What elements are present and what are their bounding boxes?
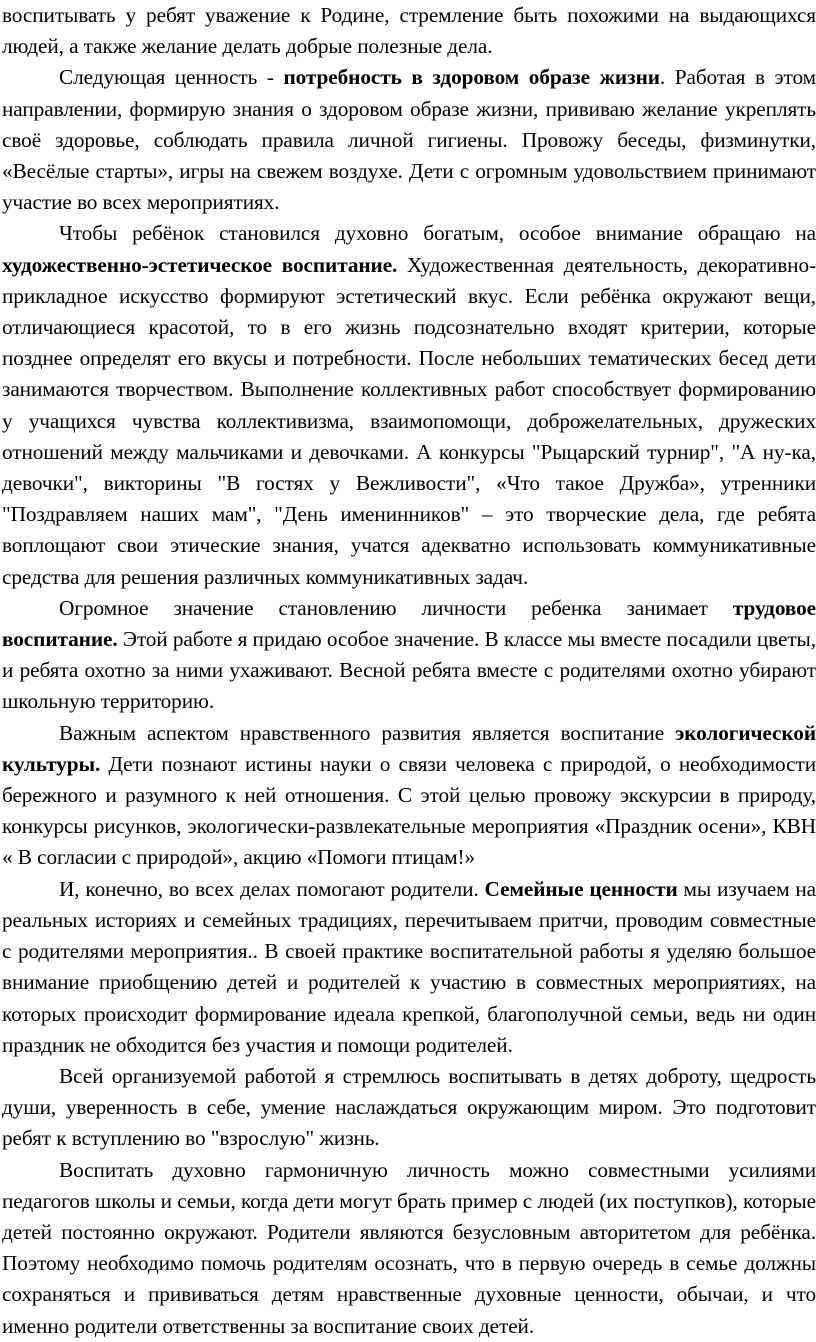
paragraph — [2, 718, 816, 874]
paragraph — [2, 218, 816, 592]
paragraph-text: Важным аспектом нравственного развития является воспитание — [59, 720, 676, 745]
paragraph-text: мы изучаем на реальных историях и семейных традициях, перечитываем притчи, проводим совместные с родителями мероприятия.. В своей практике воспитательной работы я уделяю большое внимание приобщению детей и родителей к участию в совместных мероприятиях, на которых происходит формирование идеала крепкой, благополучной семьи, ведь ни один праздник не обходится без участия и помощи родителей. — [2, 876, 816, 1057]
paragraph — [2, 0, 816, 62]
paragraph-text: Этой работе я придаю особое значение. В классе мы вместе посадили цветы, и ребята охотно за ними ухаживают. Весной ребята вместе с родителями охотно убирают школьную территорию. — [2, 627, 816, 714]
bold-term: экологической культуры. — [2, 720, 816, 776]
paragraph — [2, 62, 816, 218]
bold-term: потребность в здоровом образе жизни — [283, 65, 660, 90]
paragraph-text: Огромное значение становлению личности ребенка занимает — [59, 595, 733, 620]
bold-term: трудовое воспитание. — [2, 595, 816, 652]
paragraph-text: воспитывать у ребят уважение к Родине, стремление быть похожими на выдающихся людей, а также желание делать добрые полезные дела. — [2, 3, 816, 59]
paragraph-text: Следующая ценность - — [59, 65, 284, 90]
paragraph — [2, 1061, 816, 1155]
paragraph — [2, 593, 816, 718]
paragraph — [2, 1155, 816, 1342]
paragraph-text: Всей организуемой работой я стремлюсь воспитывать в детях доброту, щедрость души, уверенность в себе, умение наслаждаться окружающим миром. Это подготовит ребят к вступлению во "взрослую" жизнь. — [2, 1063, 816, 1151]
paragraph-text: Художественная деятельность, декоративно-прикладное искусство формируют эстетический вкус. Если ребёнка окружают вещи, отличающиеся красотой, то в его жизнь подсознательно входят критерии, которые позднее определят его вкусы и потребности. После небольших тематических бесед дети занимаются творчеством. Выполнение коллективных работ способствует формированию у учащихся чувства коллективизма, взаимопомощи, доброжелательных, дружеских отношений между мальчиками и девочками. А конкурсы "Рыцарский турнир", "А ну-ка, девочки", викторины "В гостях у Вежливости", «Что такое Дружба», утренники "Поздравляем наших мам", "День именинников" – это творческие дела, где ребята воплощают свои этические знания, учатся адекватно использовать коммуникативные средства для решения различных коммуникативных задач. — [2, 252, 816, 589]
paragraph-text: И, конечно, во всех делах помогают родители. — [59, 876, 485, 901]
paragraph-text: . Работая в этом направлении, формирую знания о здоровом образе жизни, прививаю желание укреплять своё здоровье, соблюдать правила личной гигиены. Провожу беседы, физминутки, «Весёлые старты», игры на свежем воздухе. Дети с огромным удовольствием принимают участие во всех мероприятиях. — [2, 65, 816, 215]
bold-term: Семейные ценности — [484, 876, 678, 901]
bold-term: художественно-эстетическое воспитание. — [2, 252, 398, 277]
paragraph-text: Воспитать духовно гармоничную личность можно совместными усилиями педагогов школы и семьи, когда дети могут брать пример с людей (их поступков), которые детей постоянно окружают. Родители являются безусловным авторитетом для ребёнка. Поэтому необходимо помочь родителям осознать, что в первую очередь в семье должны сохраняться и прививаться детям нравственные духовные ценности, обычаи, и что именно родители ответственны за воспитание своих детей. — [2, 1157, 816, 1338]
paragraph — [2, 874, 816, 1061]
paragraph-text: Дети познают истины науки о связи человека с природой, о необходимости бережного и разумного к ней отношения. С этой целью провожу экскурсии в природу, конкурсы рисунков, экологически-развлекательные мероприятия «Праздник осени», КВН « В согласии с природой», акцию «Помоги птицам!» — [2, 751, 816, 870]
paragraph-text: Чтобы ребёнок становился духовно богатым, особое внимание обращаю на — [59, 221, 816, 246]
